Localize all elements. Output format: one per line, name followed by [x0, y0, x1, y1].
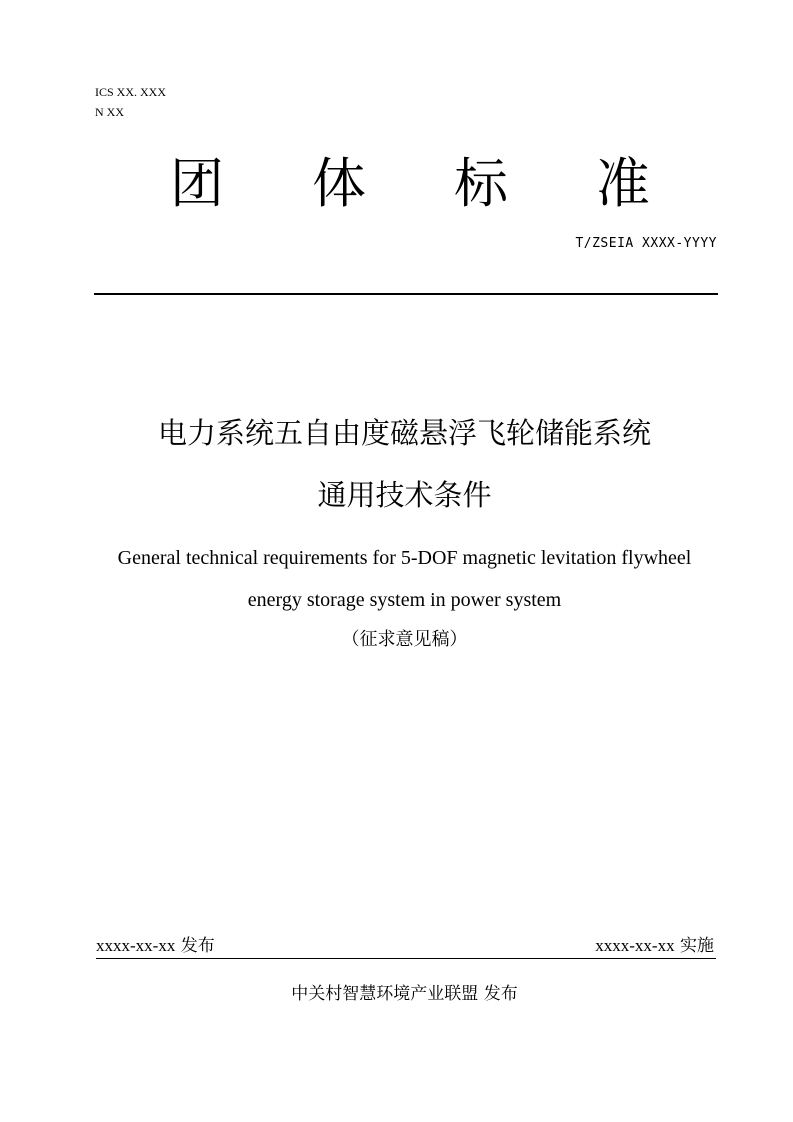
- standard-type-char: 标: [454, 152, 508, 215]
- ccs-code: N XX: [95, 105, 124, 119]
- standard-type-char: 团: [170, 152, 224, 215]
- publish-date-group: [96, 934, 215, 958]
- standard-type-char: 准: [596, 152, 650, 215]
- publish-label: 发布: [175, 936, 215, 956]
- chinese-title-line-1: 电力系统五自由度磁悬浮飞轮储能系统: [157, 416, 651, 450]
- implement-label: 实施: [674, 936, 714, 956]
- standard-type-char: 体: [312, 152, 366, 215]
- publisher: 中关村智慧环境产业联盟 发布: [291, 984, 518, 1004]
- standard-number: T/ZSEIA XXXX-YYYY: [575, 236, 717, 251]
- header-divider: [94, 293, 718, 295]
- english-title-line-1: General technical requirements for 5-DOF magnetic levitation flywheel: [117, 547, 692, 569]
- implement-date-group: [595, 934, 714, 958]
- date-row: [96, 934, 716, 959]
- chinese-title-line-2: 通用技术条件: [317, 478, 492, 512]
- standard-type-heading: [170, 152, 650, 216]
- classification-codes: [95, 82, 166, 122]
- implement-date: xxxx-xx-xx: [595, 936, 675, 955]
- english-title-line-2: energy storage system in power system: [247, 589, 562, 611]
- draft-note: （征求意见稿）: [341, 629, 468, 650]
- ics-code: ICS XX. XXX: [95, 85, 167, 99]
- publish-date: xxxx-xx-xx: [96, 936, 176, 955]
